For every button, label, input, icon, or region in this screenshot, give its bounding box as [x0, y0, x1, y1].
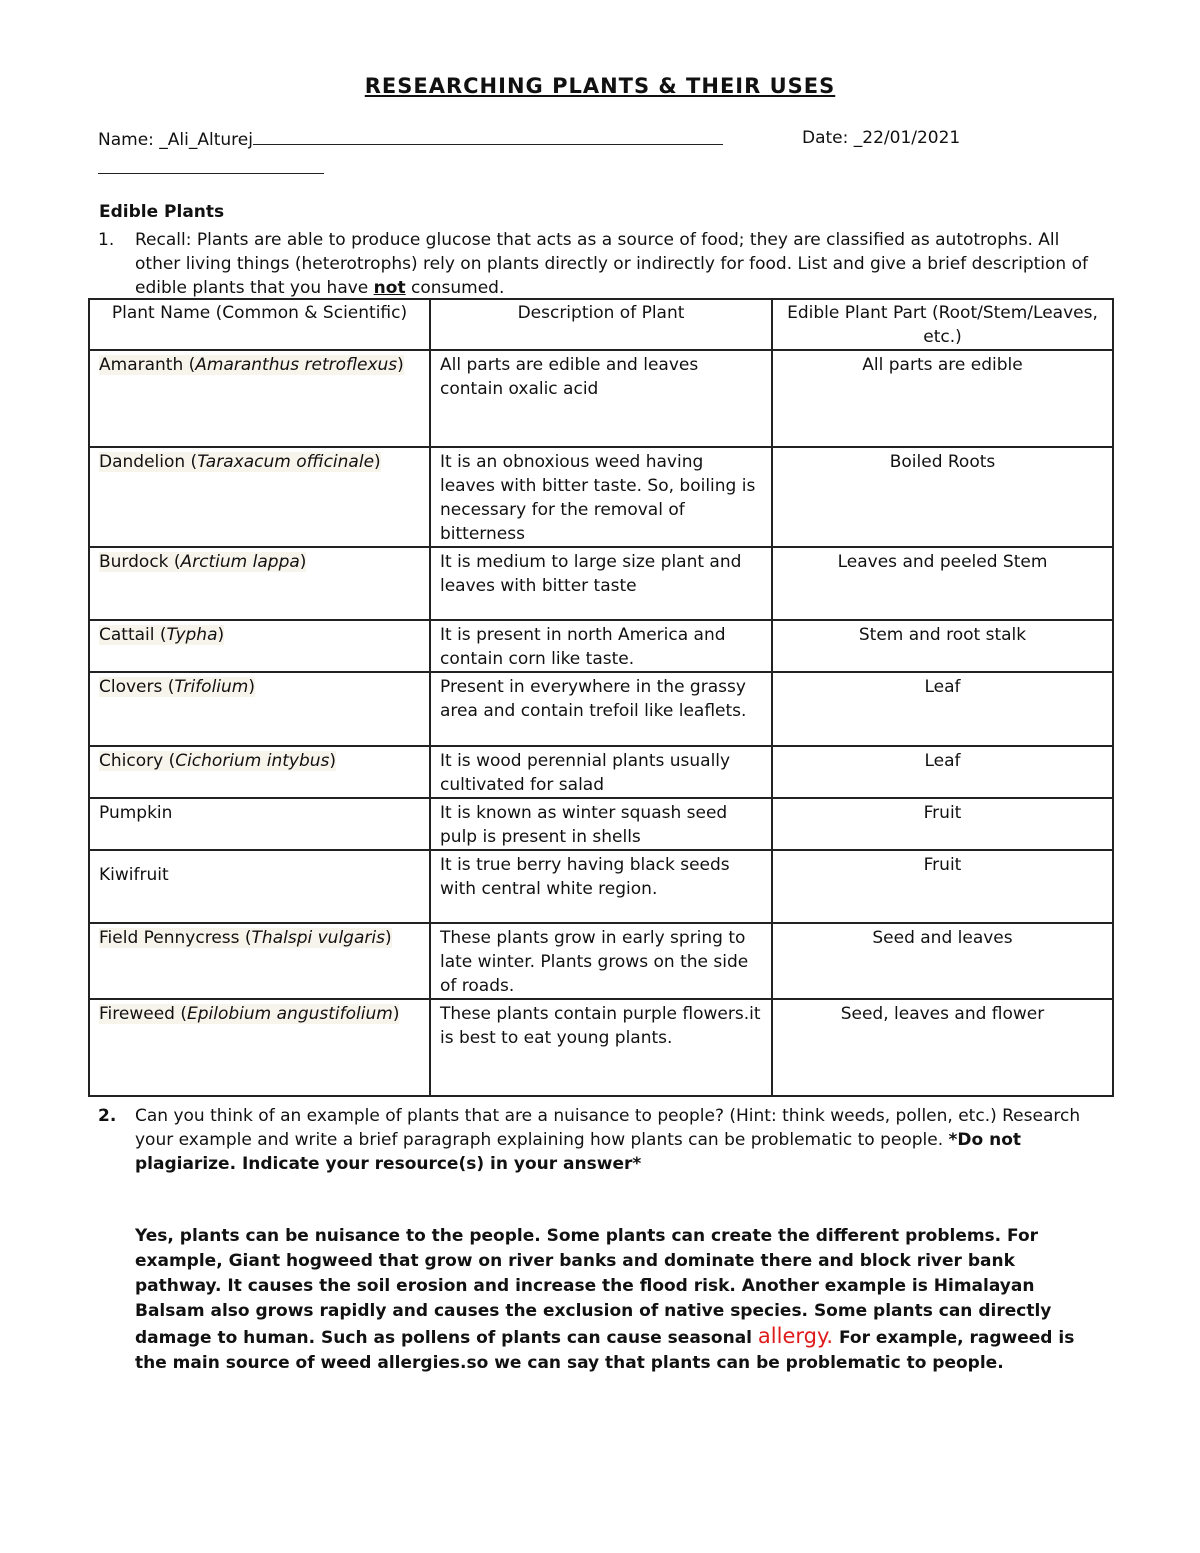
description-cell: It is present in north America and contain corn like taste. [430, 620, 772, 672]
answer-paragraph: Yes, plants can be nuisance to the people. Some plants can create the different problems. For example, Giant hogweed that grow on river banks and dominate there and block river bank pathway. It causes the soil erosion and increase the flood risk. Another example is Himalayan Balsam also grows rapidly and causes the exclusion of native species. Some plants can directly damage to human. Such as pollens of plants can cause seasonal allergy. For example, ragweed is the main source of weed allergies.so we can say that plants can be problematic to people. [135, 1226, 1075, 1373]
description-cell: These plants contain purple flowers.it is best to eat young plants. [430, 999, 772, 1096]
section-heading: Edible Plants [99, 202, 225, 222]
edible-part-cell: All parts are edible [772, 350, 1113, 447]
description-cell: All parts are edible and leaves contain oxalic acid [430, 350, 772, 447]
edible-part-cell: Leaf [772, 672, 1113, 746]
table-row [89, 746, 1113, 798]
description-cell: Present in everywhere in the grassy area and contain trefoil like leaflets. [430, 672, 772, 746]
table-row [89, 923, 1113, 999]
edible-part-cell: Fruit [772, 798, 1113, 850]
description-cell: It is wood perennial plants usually cultivated for salad [430, 746, 772, 798]
plant-name-cell: Field Pennycress (Thalspi vulgaris) [89, 923, 430, 999]
page-title: RESEARCHING PLANTS & THEIR USES [364, 74, 836, 98]
description-cell: It is an obnoxious weed having leaves with bitter taste. So, boiling is necessary for the removal of bitterness [430, 447, 772, 547]
description-cell: These plants grow in early spring to late winter. Plants grows on the side of roads. [430, 923, 772, 999]
table-row [89, 798, 1113, 850]
description-cell: It is known as winter squash seed pulp is present in shells [430, 798, 772, 850]
plant-name-cell: Dandelion (Taraxacum officinale) [89, 447, 430, 547]
date-field: Date: _22/01/2021 [802, 128, 961, 148]
table-row [89, 447, 1113, 547]
plant-name-cell: Burdock (Arctium lappa) [89, 547, 430, 620]
plant-name-cell: Amaranth (Amaranthus retroflexus) [89, 350, 430, 447]
plant-name-cell: Cattail (Typha) [89, 620, 430, 672]
table-row [89, 999, 1113, 1096]
plant-name-cell: Chicory (Cichorium intybus) [89, 746, 430, 798]
question-1 [98, 228, 1108, 300]
emphasis-not: not [373, 278, 406, 298]
edible-plants-table [88, 298, 1114, 1097]
name-underline [253, 128, 723, 145]
description-cell: It is true berry having black seeds with central white region. [430, 850, 772, 923]
description-cell: It is medium to large size plant and leaves with bitter taste [430, 547, 772, 620]
edible-part-cell: Seed, leaves and flower [772, 999, 1113, 1096]
table-row [89, 547, 1113, 620]
edible-part-cell: Stem and root stalk [772, 620, 1113, 672]
edible-part-cell: Leaves and peeled Stem [772, 547, 1113, 620]
table-row [89, 350, 1113, 447]
edible-part-cell: Fruit [772, 850, 1113, 923]
question-2-number: 2. [98, 1106, 117, 1126]
plant-name-cell: Kiwifruit [89, 850, 430, 923]
table-row [89, 672, 1113, 746]
plant-name-cell: Clovers (Trifolium) [89, 672, 430, 746]
table-row [89, 620, 1113, 672]
question-1-text: Recall: Plants are able to produce glucose that acts as a source of food; they are classified as autotrophs. All other living things (heterotrophs) rely on plants directly or indirectly for food. List and give a brief description of edible plants that you have not consumed. [135, 230, 1088, 298]
name-label: Name: _Ali_Alturej [98, 130, 253, 150]
plagiarism-instruction: *Do not plagiarize. Indicate your resource(s) in your answer* [135, 1130, 1022, 1174]
name-field [98, 128, 723, 150]
highlighted-word: allergy. [757, 1324, 834, 1348]
edible-part-cell: Leaf [772, 746, 1113, 798]
column-header-plant-name: Plant Name (Common & Scientific) [89, 299, 430, 350]
column-header-description: Description of Plant [430, 299, 772, 350]
column-header-edible-part: Edible Plant Part (Root/Stem/Leaves, etc.) [772, 299, 1113, 350]
question-2 [98, 1104, 1108, 1176]
table-row [89, 850, 1113, 923]
divider-rule [98, 173, 324, 174]
question-2-text: Can you think of an example of plants that are a nuisance to people? (Hint: think weeds, pollen, etc.) Research your example and write a brief paragraph explaining how plants can be problematic to people. *Do not plagiarize. Indicate your resource(s) in your answer* [135, 1106, 1081, 1174]
plant-name-cell: Fireweed (Epilobium angustifolium) [89, 999, 430, 1096]
edible-part-cell: Boiled Roots [772, 447, 1113, 547]
question-1-number: 1. [98, 230, 115, 250]
edible-part-cell: Seed and leaves [772, 923, 1113, 999]
table-header-row [89, 299, 1113, 350]
plant-name-cell: Pumpkin [89, 798, 430, 850]
